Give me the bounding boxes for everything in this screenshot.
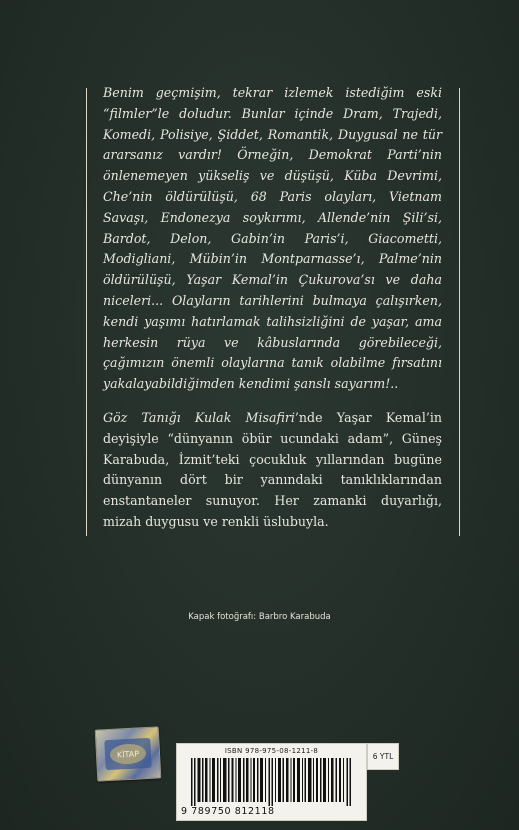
barcode-bars [191, 758, 352, 806]
blurb-paragraph-2-body: ’nde Yaşar Kemal’in deyişiyle “dünyanın öbür ucundaki adam”, Güneş Karabuda, İzmit’teki çocukluk yıllarından bugüne dünyanın dört bir yanındaki tanıklıklarından enstantaneler sunuyor. Her zamanki duyarlığı, mizah duygusu ve renkli üslubuyla. [103, 409, 442, 529]
price-label: 6 YTL [367, 743, 399, 770]
right-rule [459, 88, 460, 536]
isbn-text: ISBN 978-975-08-1211-8 [224, 747, 319, 755]
barcode-digits: 9 789750 812118 [181, 806, 275, 817]
blurb-text [103, 83, 442, 533]
hologram-sticker [95, 726, 162, 781]
book-title: Göz Tanığı Kulak Misafiri [103, 409, 295, 425]
blurb-paragraph-2 [103, 408, 442, 533]
blurb-paragraph-1: Benim geçmişim, tekrar izlemek istediğim eski “filmler”le doludur. Bunlar içinde Dram, Trajedi, Komedi, Polisiye, Şiddet, Romantik, Duygusal ne tür ararsanız vardır! Örneğin, Demokrat Parti’nin önlenemeyen yükseliş ve düşüşü, Küba Devrimi, Che’nin öldürülüşü, 68 Paris olayları, Vietnam Savaşı, Endonezya soykırımı, Allende’nin Şili’si, Bardot, Delon, Gabin’in Paris’i, Giacometti, Modigliani, Mübin’in Montparnasse’ı, Palme’nin öldürülüşü, Yaşar Kemal’in Çukurova’sı ve daha niceleri... Olayların tarihlerini bulmaya çalışırken, kendi yaşımı hatırlamak talihsizliğini de yaşar, ama herkesin rüya ve kâbuslarında görebileceği, çağımızın önemli olaylarına tanık olabilme fırsatını yakalayabildiğimden kendimi şanslı sayarım!.. [103, 85, 442, 392]
sticker-label: KİTAP [116, 749, 140, 760]
left-rule [86, 88, 87, 536]
barcode-box [176, 743, 367, 821]
photo-credit: Kapak fotoğrafı: Barbro Karabuda [188, 612, 331, 622]
